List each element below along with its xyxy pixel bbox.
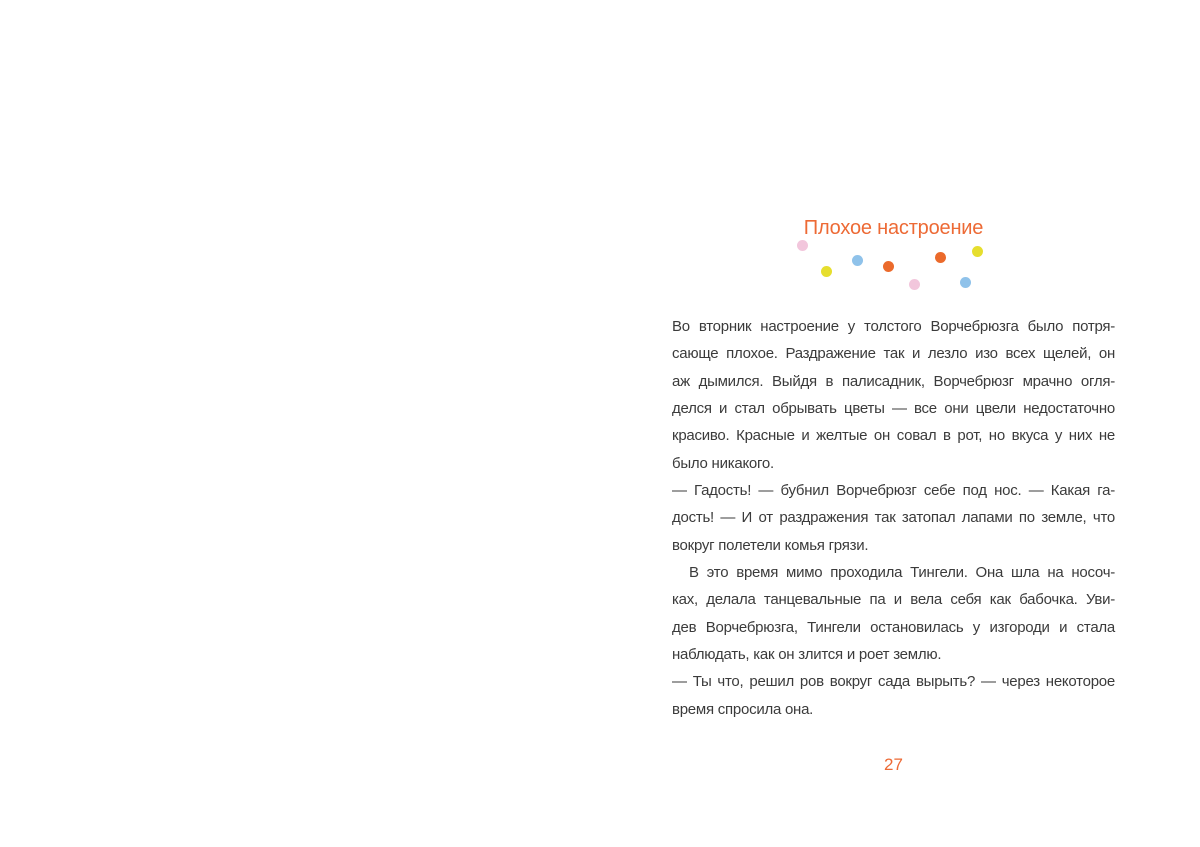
text-line: красиво. Красные и желтые он совал в рот, но вкуса у них не <box>672 427 1115 445</box>
confetti-dot-pink <box>909 279 920 290</box>
text-line: сающе плохое. Раздражение так и лезло изо всех щелей, он <box>672 345 1115 363</box>
text-line: вокруг полетели комья грязи. <box>672 536 869 554</box>
text-line: было никакого. <box>672 454 774 472</box>
text-line: аж дымился. Выйдя в палисадник, Ворчебрюзг мрачно огля- <box>672 372 1115 390</box>
page-number: 27 <box>884 755 903 774</box>
confetti-dot-blue <box>960 277 971 288</box>
text-line: — Гадость! — бубнил Ворчебрюзг себе под нос. — Какая га- <box>672 482 1115 500</box>
text-line: В это время мимо проходила Тингели. Она шла на носоч- <box>689 564 1115 582</box>
confetti-dot-orange <box>935 252 946 263</box>
text-line: дев Ворчебрюзга, Тингели остановилась у изгороди и стала <box>672 618 1115 636</box>
confetti-dot-blue <box>852 255 863 266</box>
chapter-title: Плохое настроение <box>803 217 984 240</box>
text-line: наблюдать, как он злится и роет землю. <box>672 646 942 664</box>
text-line: ках, делала танцевальные па и вела себя как бабочка. Уви- <box>672 591 1115 609</box>
confetti-dot-pink <box>797 240 808 251</box>
confetti-dot-orange <box>883 261 894 272</box>
text-line: дость! — И от раздражения так затопал лапами по земле, что <box>672 509 1115 527</box>
text-line: — Ты что, решил ров вокруг сада вырыть? — через некоторое <box>672 673 1115 691</box>
text-line: время спросила она. <box>672 700 814 718</box>
text-line: делся и стал обрывать цветы — все они цвели недостаточно <box>672 400 1115 418</box>
confetti-dot-yellow <box>972 246 983 257</box>
story-text <box>672 313 1115 723</box>
text-line: Во вторник настроение у толстого Ворчебрюзга было потря- <box>672 318 1115 335</box>
confetti-dot-yellow <box>821 266 832 277</box>
